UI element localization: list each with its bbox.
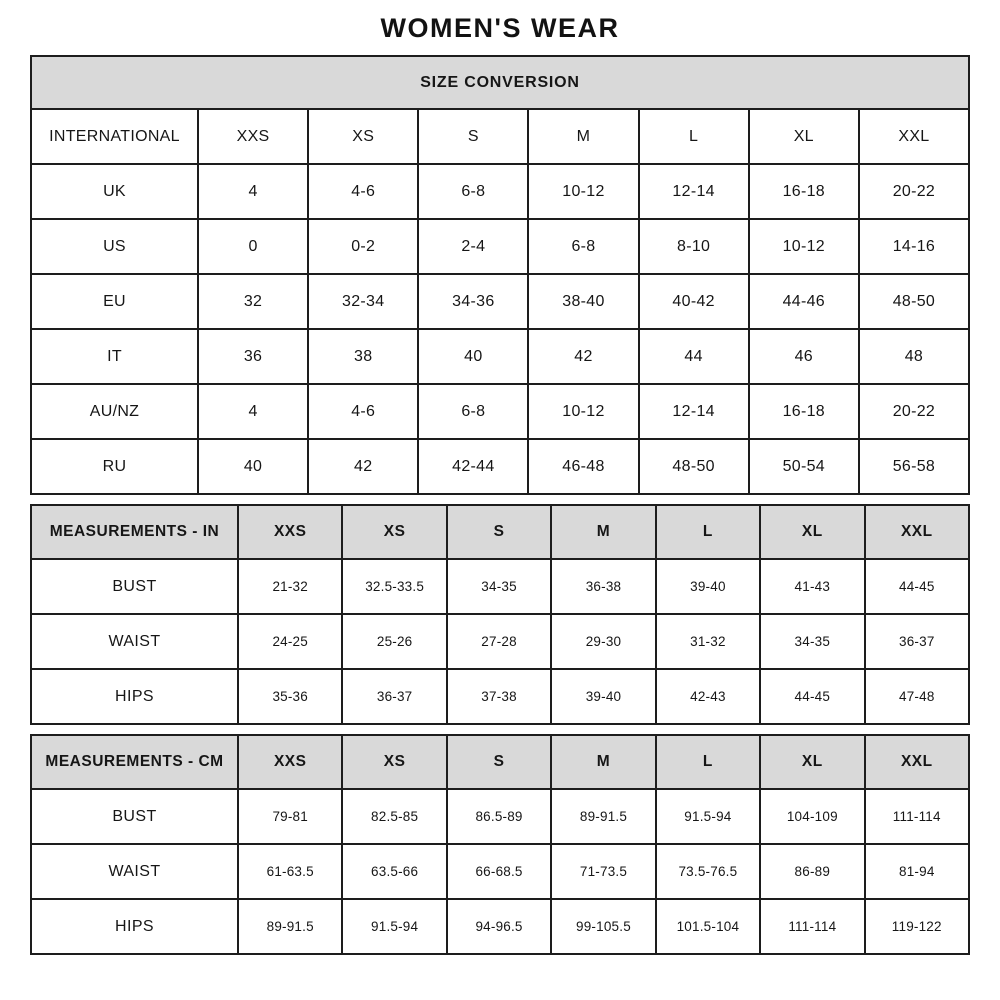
measurement-value-cell: 36-37 xyxy=(865,614,969,669)
size-header-l: L xyxy=(656,735,760,789)
size-header-xs: XS xyxy=(342,505,446,559)
page-title: WOMEN'S WEAR xyxy=(380,13,620,43)
size-value-cell: 0 xyxy=(198,219,308,274)
measurement-row-label: HIPS xyxy=(31,899,238,954)
column-header-xl: XL xyxy=(749,109,859,164)
measurement-row-label: BUST xyxy=(31,789,238,844)
size-conversion-header: SIZE CONVERSION xyxy=(31,56,969,109)
size-header-xxl: XXL xyxy=(865,505,969,559)
table-row-aunz xyxy=(31,384,969,439)
size-value-cell: 40 xyxy=(418,329,528,384)
measurement-value-cell: 101.5-104 xyxy=(656,899,760,954)
measurement-row-label: BUST xyxy=(31,559,238,614)
measurement-value-cell: 86.5-89 xyxy=(447,789,551,844)
size-value-cell: 4 xyxy=(198,384,308,439)
measurement-value-cell: 21-32 xyxy=(238,559,342,614)
measurement-value-cell: 104-109 xyxy=(760,789,864,844)
size-value-cell: 50-54 xyxy=(749,439,859,494)
measurement-value-cell: 34-35 xyxy=(447,559,551,614)
measurement-value-cell: 31-32 xyxy=(656,614,760,669)
column-header-xs: XS xyxy=(308,109,418,164)
size-value-cell: 46-48 xyxy=(528,439,638,494)
measurement-value-cell: 42-43 xyxy=(656,669,760,724)
size-value-cell: 48 xyxy=(859,329,969,384)
size-value-cell: 6-8 xyxy=(418,164,528,219)
size-value-cell: 44-46 xyxy=(749,274,859,329)
measurements-cm-header-row xyxy=(31,735,969,789)
region-label: EU xyxy=(31,274,198,329)
size-value-cell: 6-8 xyxy=(528,219,638,274)
region-label: IT xyxy=(31,329,198,384)
measurement-value-cell: 32.5-33.5 xyxy=(342,559,446,614)
size-header-xl: XL xyxy=(760,505,864,559)
measurement-value-cell: 99-105.5 xyxy=(551,899,655,954)
measurement-value-cell: 81-94 xyxy=(865,844,969,899)
table-row-eu xyxy=(31,274,969,329)
measurement-value-cell: 29-30 xyxy=(551,614,655,669)
size-value-cell: 16-18 xyxy=(749,384,859,439)
table-row-it xyxy=(31,329,969,384)
column-header-xxl: XXL xyxy=(859,109,969,164)
measurement-value-cell: 94-96.5 xyxy=(447,899,551,954)
size-conversion-columns-row xyxy=(31,109,969,164)
table-row-waist-in xyxy=(31,614,969,669)
measurement-value-cell: 66-68.5 xyxy=(447,844,551,899)
measurement-value-cell: 39-40 xyxy=(551,669,655,724)
size-value-cell: 36 xyxy=(198,329,308,384)
measurement-value-cell: 36-37 xyxy=(342,669,446,724)
size-value-cell: 20-22 xyxy=(859,384,969,439)
measurements-in-header-row xyxy=(31,505,969,559)
region-label: AU/NZ xyxy=(31,384,198,439)
size-value-cell: 48-50 xyxy=(639,439,749,494)
size-header-s: S xyxy=(447,505,551,559)
measurement-value-cell: 39-40 xyxy=(656,559,760,614)
size-value-cell: 4 xyxy=(198,164,308,219)
measurement-value-cell: 61-63.5 xyxy=(238,844,342,899)
measurements-cm-header: MEASUREMENTS - CM xyxy=(31,735,238,789)
measurement-value-cell: 34-35 xyxy=(760,614,864,669)
column-header-s: S xyxy=(418,109,528,164)
measurement-value-cell: 37-38 xyxy=(447,669,551,724)
size-value-cell: 38-40 xyxy=(528,274,638,329)
size-header-xxs: XXS xyxy=(238,505,342,559)
measurement-value-cell: 82.5-85 xyxy=(342,789,446,844)
size-value-cell: 6-8 xyxy=(418,384,528,439)
measurement-value-cell: 89-91.5 xyxy=(238,899,342,954)
measurement-value-cell: 27-28 xyxy=(447,614,551,669)
size-value-cell: 40 xyxy=(198,439,308,494)
size-value-cell: 32 xyxy=(198,274,308,329)
size-header-xxs: XXS xyxy=(238,735,342,789)
size-value-cell: 42 xyxy=(528,329,638,384)
size-value-cell: 46 xyxy=(749,329,859,384)
size-value-cell: 42 xyxy=(308,439,418,494)
size-value-cell: 4-6 xyxy=(308,164,418,219)
measurement-row-label: WAIST xyxy=(31,844,238,899)
measurements-in-table xyxy=(30,504,970,725)
measurements-in-header: MEASUREMENTS - IN xyxy=(31,505,238,559)
size-value-cell: 20-22 xyxy=(859,164,969,219)
size-value-cell: 10-12 xyxy=(749,219,859,274)
size-header-m: M xyxy=(551,505,655,559)
size-value-cell: 8-10 xyxy=(639,219,749,274)
measurement-row-label: HIPS xyxy=(31,669,238,724)
size-value-cell: 10-12 xyxy=(528,384,638,439)
size-value-cell: 16-18 xyxy=(749,164,859,219)
size-value-cell: 32-34 xyxy=(308,274,418,329)
measurements-cm-table xyxy=(30,734,970,955)
region-label: RU xyxy=(31,439,198,494)
size-header-xxl: XXL xyxy=(865,735,969,789)
measurement-value-cell: 86-89 xyxy=(760,844,864,899)
size-header-xs: XS xyxy=(342,735,446,789)
measurement-value-cell: 73.5-76.5 xyxy=(656,844,760,899)
table-row-uk xyxy=(31,164,969,219)
size-value-cell: 44 xyxy=(639,329,749,384)
size-value-cell: 34-36 xyxy=(418,274,528,329)
size-conversion-title-row xyxy=(31,56,969,109)
measurement-value-cell: 44-45 xyxy=(865,559,969,614)
column-header-m: M xyxy=(528,109,638,164)
table-row-hips-cm xyxy=(31,899,969,954)
region-label: UK xyxy=(31,164,198,219)
size-conversion-table xyxy=(30,55,970,495)
table-row-ru xyxy=(31,439,969,494)
region-label: US xyxy=(31,219,198,274)
column-header-l: L xyxy=(639,109,749,164)
measurement-value-cell: 91.5-94 xyxy=(656,789,760,844)
size-value-cell: 10-12 xyxy=(528,164,638,219)
size-header-m: M xyxy=(551,735,655,789)
size-value-cell: 12-14 xyxy=(639,164,749,219)
table-row-bust-in xyxy=(31,559,969,614)
table-row-hips-in xyxy=(31,669,969,724)
size-value-cell: 2-4 xyxy=(418,219,528,274)
measurement-value-cell: 91.5-94 xyxy=(342,899,446,954)
measurement-value-cell: 111-114 xyxy=(760,899,864,954)
column-header-xxs: XXS xyxy=(198,109,308,164)
size-header-xl: XL xyxy=(760,735,864,789)
size-value-cell: 56-58 xyxy=(859,439,969,494)
measurement-row-label: WAIST xyxy=(31,614,238,669)
measurement-value-cell: 35-36 xyxy=(238,669,342,724)
measurement-value-cell: 79-81 xyxy=(238,789,342,844)
measurement-value-cell: 119-122 xyxy=(865,899,969,954)
measurement-value-cell: 47-48 xyxy=(865,669,969,724)
size-value-cell: 38 xyxy=(308,329,418,384)
measurement-value-cell: 41-43 xyxy=(760,559,864,614)
size-value-cell: 42-44 xyxy=(418,439,528,494)
measurement-value-cell: 36-38 xyxy=(551,559,655,614)
measurement-value-cell: 71-73.5 xyxy=(551,844,655,899)
table-row-bust-cm xyxy=(31,789,969,844)
size-value-cell: 0-2 xyxy=(308,219,418,274)
size-value-cell: 48-50 xyxy=(859,274,969,329)
measurement-value-cell: 25-26 xyxy=(342,614,446,669)
measurement-value-cell: 44-45 xyxy=(760,669,864,724)
size-value-cell: 14-16 xyxy=(859,219,969,274)
measurement-value-cell: 24-25 xyxy=(238,614,342,669)
size-value-cell: 40-42 xyxy=(639,274,749,329)
measurement-value-cell: 89-91.5 xyxy=(551,789,655,844)
measurement-value-cell: 63.5-66 xyxy=(342,844,446,899)
column-header-international: INTERNATIONAL xyxy=(31,109,198,164)
table-row-us xyxy=(31,219,969,274)
size-header-l: L xyxy=(656,505,760,559)
table-row-waist-cm xyxy=(31,844,969,899)
size-header-s: S xyxy=(447,735,551,789)
size-value-cell: 4-6 xyxy=(308,384,418,439)
measurement-value-cell: 111-114 xyxy=(865,789,969,844)
size-value-cell: 12-14 xyxy=(639,384,749,439)
